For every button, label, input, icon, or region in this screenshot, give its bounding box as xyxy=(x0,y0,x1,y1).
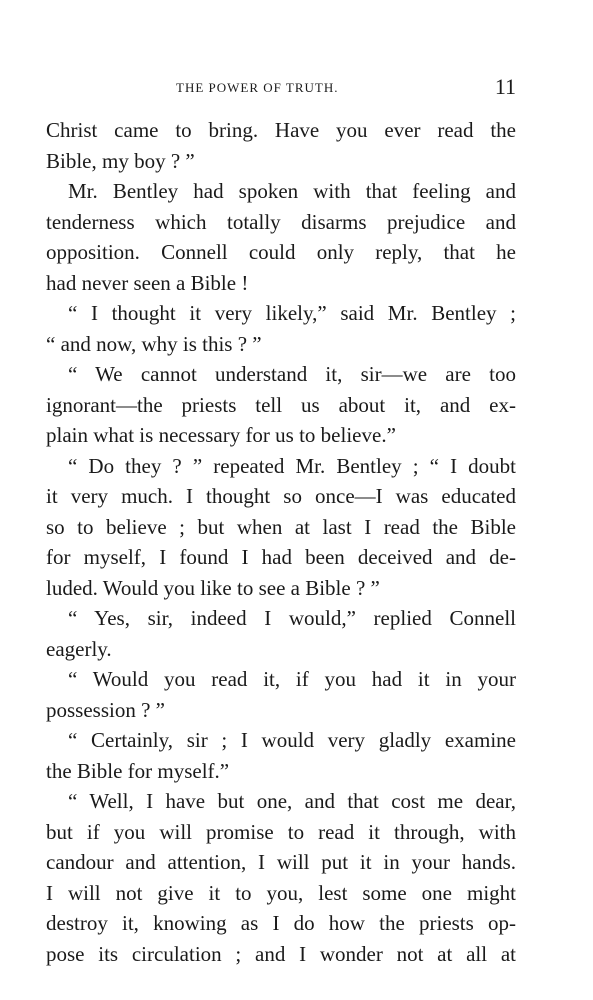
text-line: “ and now, why is this ? ” xyxy=(46,331,262,356)
text-line: so to believe ; but when at last I read the Bible xyxy=(46,514,516,539)
text-line: for myself, I found I had been deceived and de- xyxy=(46,545,516,569)
text-line: “ Yes, sir, indeed I would,” replied Connell xyxy=(68,606,516,630)
text-line: plain what is necessary for us to believe.” xyxy=(46,423,396,447)
text-line: opposition. Connell could only reply, that he xyxy=(46,240,516,264)
text-line: luded. Would you like to see a Bible ? ” xyxy=(46,575,380,600)
text-line: Mr. Bentley had spoken with that feeling and xyxy=(68,179,516,203)
running-head xyxy=(46,74,516,104)
text-line: ignorant—the priests tell us about it, and ex- xyxy=(46,392,516,417)
text-line: “ We cannot understand it, sir—we are too xyxy=(68,362,516,386)
text-line: Christ came to bring. Have you ever read the xyxy=(46,118,516,142)
text-line: “ Well, I have but one, and that cost me dear, xyxy=(68,789,516,813)
text-line: I will not give it to you, lest some one might xyxy=(46,880,516,905)
text-line: it very much. I thought so once—I was educated xyxy=(46,484,516,508)
body-text xyxy=(46,115,516,969)
text-line: pose its circulation ; and I wonder not at all at xyxy=(46,941,516,966)
text-line: “ Certainly, sir ; I would very gladly examine xyxy=(68,728,516,752)
text-line: possession ? ” xyxy=(46,697,165,722)
page-number: 11 xyxy=(494,74,516,99)
text-line: “ I thought it very likely,” said Mr. Bentley ; xyxy=(68,301,516,325)
text-line: had never seen a Bible ! xyxy=(46,270,249,295)
text-line: the Bible for myself.” xyxy=(46,758,230,783)
text-line: candour and attention, I will put it in your hands. xyxy=(46,850,516,874)
text-line: but if you will promise to read it through, with xyxy=(46,819,516,844)
running-title: THE POWER OF TRUTH. xyxy=(176,80,339,95)
text-line: “ Do they ? ” repeated Mr. Bentley ; “ I doubt xyxy=(68,453,516,478)
text-line: eagerly. xyxy=(46,636,112,661)
text-line: Bible, my boy ? ” xyxy=(46,148,195,173)
text-line: tenderness which totally disarms prejudice and xyxy=(46,209,516,234)
text-line: “ Would you read it, if you had it in your xyxy=(68,667,516,691)
text-line: destroy it, knowing as I do how the priests op- xyxy=(46,911,516,935)
